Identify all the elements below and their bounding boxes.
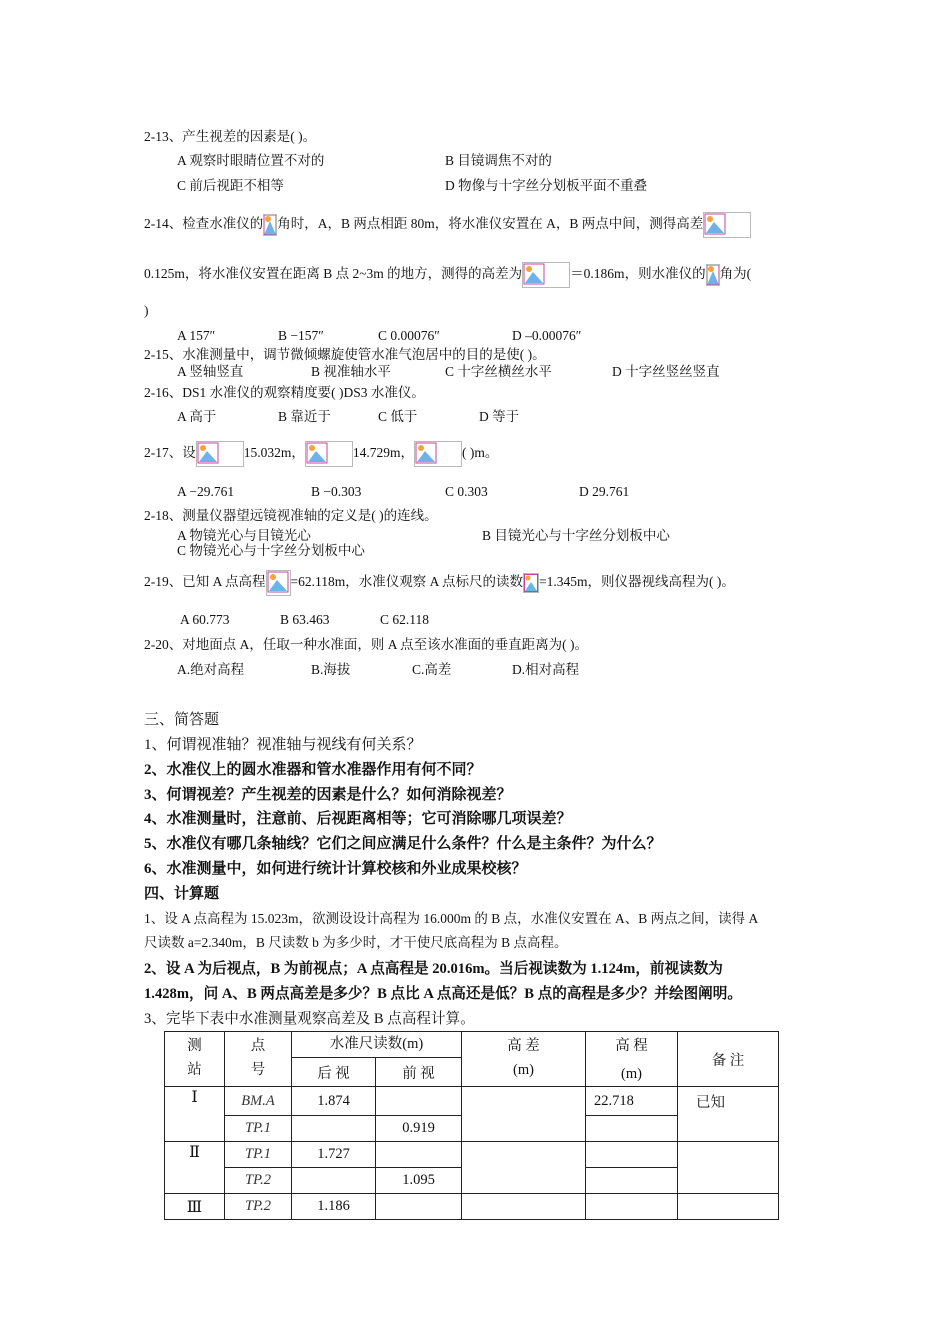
row5-point: TP.2 (225, 1194, 292, 1220)
q2-19-text-1: 2-19、已知 A 点高程 (144, 574, 266, 590)
q2-15-stem: 2-15、水准测量中，调节微倾螺旋使管水准气泡居中的目的是使( )。 (144, 347, 546, 362)
header-station-line1: 测 (187, 1038, 202, 1054)
row2-foresight: 0.919 (376, 1116, 462, 1142)
row5-backsight: 1.186 (292, 1194, 376, 1220)
q2-16-option-a: A 高于 (177, 409, 217, 424)
q2-13-stem: 2-13、产生视差的因素是( )。 (144, 129, 317, 144)
calc-q2-line2: 1.428m，问 A、B 两点高差是多少？B 点比 A 点高还是低？B 点的高程是多少？并绘图阐明。 (144, 986, 742, 1002)
header-foresight: 前 视 (376, 1058, 462, 1087)
station-2: Ⅱ (165, 1142, 225, 1194)
q2-14-line3: ) (144, 303, 149, 318)
header-station-line2: 站 (187, 1062, 202, 1078)
q2-20-stem: 2-20、对地面点 A，任取一种水准面，则 A 点至该水准面的垂直距离为( )。 (144, 637, 588, 652)
header-height-diff-line1: 高 差 (507, 1038, 540, 1054)
q2-14-option-b: B −157″ (278, 328, 324, 343)
q2-18-option-b: B 目镜光心与十字丝分划板中心 (482, 528, 670, 543)
header-note: 备 注 (678, 1032, 779, 1087)
row1-backsight: 1.874 (292, 1087, 376, 1116)
q2-15-option-a: A 竖轴竖直 (177, 364, 244, 379)
calculation-heading: 四、计算题 (144, 886, 220, 902)
q2-15-option-c: C 十字丝横丝水平 (445, 364, 552, 379)
row4-elevation (586, 1168, 678, 1194)
header-point (225, 1032, 292, 1087)
q2-15-option-b: B 视准轴水平 (311, 364, 391, 379)
q2-14-text-4: ＝0.186m，则水准仪的 (570, 266, 706, 282)
row2-backsight (292, 1116, 376, 1142)
q2-17-option-b: B −0.303 (311, 484, 362, 499)
row3-elevation (586, 1142, 678, 1168)
row3-note (678, 1142, 779, 1194)
short-answer-q4: 4、水准测量时，注意前、后视距离相等；它可消除哪几项误差？ (144, 811, 572, 827)
image-placeholder-icon (305, 441, 353, 467)
row4-foresight: 1.095 (376, 1168, 462, 1194)
q2-17-option-d: D 29.761 (579, 484, 630, 499)
header-height-diff (462, 1032, 586, 1087)
q2-19-option-c: C 62.118 (380, 612, 430, 627)
q2-20-option-a: A.绝对高程 (177, 662, 245, 677)
q2-14-text-3: 0.125m，将水准仪安置在距离 B 点 2~3m 的地方，测得的高差为 (144, 266, 523, 282)
row5-foresight (376, 1194, 462, 1220)
header-point-line2: 号 (250, 1062, 266, 1078)
short-answer-heading: 三、简答题 (144, 712, 220, 728)
q2-20-option-c: C.高差 (412, 662, 452, 677)
q2-15-option-d: D 十字丝竖丝竖直 (612, 364, 720, 379)
image-placeholder-icon (263, 214, 277, 236)
header-elevation-line2: (m) (621, 1066, 642, 1082)
header-point-line1: 点 (250, 1038, 266, 1054)
short-answer-q2: 2、水准仪上的圆水准器和管水准器作用有何不同？ (144, 762, 482, 778)
leveling-table (164, 1031, 779, 1220)
q2-20-option-d: D.相对高程 (512, 662, 580, 677)
image-placeholder-icon (522, 262, 570, 288)
q2-17-text-3: 14.729m， (352, 445, 415, 461)
row1-height-diff (462, 1087, 586, 1142)
row1-foresight (376, 1087, 462, 1116)
q2-19-stem (144, 570, 735, 596)
row5-elevation (586, 1194, 678, 1220)
q2-13-option-a: A 观察时眼睛位置不对的 (177, 153, 325, 168)
image-placeholder-icon (414, 441, 462, 467)
image-placeholder-icon (196, 441, 244, 467)
row3-point: TP.1 (225, 1142, 292, 1168)
row5-height-diff (462, 1194, 586, 1220)
row1-elevation: 22.718 (586, 1087, 678, 1116)
q2-16-option-c: C 低于 (378, 409, 418, 424)
q2-14-text-5: 角为( (719, 266, 752, 282)
q2-16-option-d: D 等于 (479, 409, 520, 424)
q2-17-text-2: 15.032m， (243, 445, 305, 461)
q2-19-option-a: A 60.773 (180, 612, 230, 627)
q2-17-option-c: C 0.303 (445, 484, 488, 499)
calc-q2-line1: 2、设 A 为后视点，B 为前视点；A 点高程是 20.016m。当后视读数为 1.124m，前视读数为 (144, 961, 723, 977)
image-placeholder-icon (706, 264, 720, 286)
image-placeholder-icon (703, 212, 751, 238)
row4-point: TP.2 (225, 1168, 292, 1194)
q2-16-option-b: B 靠近于 (278, 409, 331, 424)
header-station (165, 1032, 225, 1087)
q2-18-stem: 2-18、测量仪器望远镜视准轴的定义是( )的连线。 (144, 508, 438, 523)
q2-13-option-d: D 物像与十字丝分划板平面不重叠 (445, 178, 648, 193)
short-answer-q3: 3、何谓视差？产生视差的因素是什么？如何消除视差？ (144, 787, 512, 803)
short-answer-q5: 5、水准仪有哪几条轴线？它们之间应满足什么条件？什么是主条件？为什么？ (144, 836, 662, 852)
header-elevation-line1: 高 程 (615, 1038, 648, 1054)
row1-point: BM.A (225, 1087, 292, 1116)
q2-14-option-a: A 157″ (177, 328, 216, 343)
short-answer-q6: 6、水准测量中，如何进行统计计算校核和外业成果校核？ (144, 861, 527, 877)
row5-note (678, 1194, 779, 1220)
calc-q1-line1: 1、设 A 点高程为 15.023m，欲测设设计高程为 16.000m 的 B 点，水准仪安置在 A、B 两点之间，读得 A (144, 911, 759, 926)
q2-17-text-1: 2-17、设 (144, 445, 196, 461)
q2-20-option-b: B.海拔 (311, 662, 351, 677)
q2-18-option-a: A 物镜光心与目镜光心 (177, 528, 311, 543)
q2-14-option-d: D –0.00076″ (512, 328, 582, 343)
row3-height-diff (462, 1142, 586, 1194)
q2-16-stem: 2-16、DS1 水准仪的观察精度要( )DS3 水准仪。 (144, 385, 425, 400)
header-reading: 水准尺读数(m) (292, 1032, 462, 1058)
q2-19-text-3: =1.345m，则仪器视线高程为( )。 (539, 574, 735, 590)
row2-point: TP.1 (225, 1116, 292, 1142)
row3-backsight: 1.727 (292, 1142, 376, 1168)
q2-19-text-2: =62.118m，水准仪观察 A 点标尺的读数 (290, 574, 523, 590)
q2-14-option-c: C 0.00076″ (378, 328, 440, 343)
q2-17-option-a: A −29.761 (177, 484, 235, 499)
q2-13-option-c: C 前后视距不相等 (177, 178, 284, 193)
q2-13-option-b: B 目镜调焦不对的 (445, 153, 552, 168)
q2-14-line2 (144, 262, 751, 288)
header-height-diff-line2: (m) (513, 1062, 534, 1078)
row4-backsight (292, 1168, 376, 1194)
calc-q1-line2: 尺读数 a=2.340m，B 尺读数 b 为多少时，才干使尺底高程为 B 点高程。 (144, 935, 568, 950)
row1-note: 已知 (678, 1087, 779, 1142)
q2-17-stem (144, 441, 498, 467)
image-placeholder-icon (523, 573, 539, 593)
q2-17-text-4: ( )m。 (462, 445, 499, 461)
q2-14-text-1: 2-14、检查水准仪的 (144, 216, 264, 232)
q2-19-option-b: B 63.463 (280, 612, 330, 627)
row2-elevation (586, 1116, 678, 1142)
q2-18-option-c: C 物镜光心与十字丝分划板中心 (177, 543, 365, 558)
calc-q3: 3、完毕下表中水准测量观察高差及 B 点高程计算。 (144, 1011, 475, 1027)
q2-14-text-2: 角时，A，B 两点相距 80m，将水准仪安置在 A，B 两点中间，测得高差 (277, 216, 704, 232)
q2-14-line1 (144, 212, 751, 238)
station-1: Ⅰ (165, 1087, 225, 1142)
image-placeholder-icon (266, 570, 291, 596)
header-elevation (586, 1032, 678, 1087)
station-3: Ⅲ (165, 1194, 225, 1220)
row3-foresight (376, 1142, 462, 1168)
short-answer-q1: 1、何谓视准轴？视准轴与视线有何关系？ (144, 737, 422, 753)
header-backsight: 后 视 (292, 1058, 376, 1087)
